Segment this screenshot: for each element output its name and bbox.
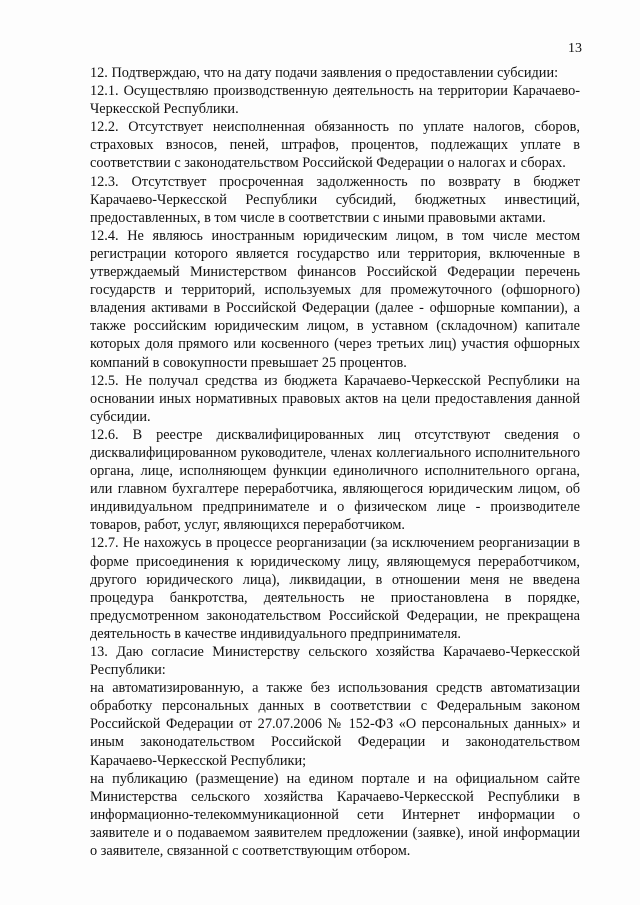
paragraph-12-6: 12.6. В реестре дисквалифицированных лиц отсутствуют сведения о дисквалифицированном руководителе, членах коллегиального исполнительного органа, лице, исполняющем функции единоличного исполнительного органа, или главном бухгалтере переработчика, являющегося юридическим лицом, об индивидуальном предпринимателе и о физическом лице - производителе товаров, работ, услуг, являющихся переработчиком. (90, 426, 580, 534)
document-body (90, 64, 580, 860)
paragraph-13-consent-publication: на публикацию (размещение) на едином портале и на официальном сайте Министерства сельского хозяйства Карачаево-Черкесской Республики в информационно-телекоммуникационной сети Интернет информации о заявителе и о подаваемом заявителем предложении (заявке), иной информации о заявителе, связанной с соответствующим отбором. (90, 770, 580, 860)
paragraph-13-consent-processing: на автоматизированную, а также без использования средств автоматизации обработку персональных данных в соответствии с Федеральным законом Российской Федерации от 27.07.2006 № 152-ФЗ «О персональных данных» и иным законодательством Российской Федерации и законодательством Карачаево-Черкесской Республики; (90, 680, 580, 769)
paragraph-13: 13. Даю согласие Министерству сельского хозяйства Карачаево-Черкесской Республики: (90, 644, 580, 679)
paragraph-12-3: 12.3. Отсутствует просроченная задолженность по возврату в бюджет Карачаево-Черкесской Республики субсидий, бюджетных инвестиций, предоставленных, в том числе в соответствии с иными правовыми актами. (90, 173, 580, 226)
page-number: 13 (568, 41, 582, 56)
paragraph-12-1: 12.1. Осуществляю производственную деятельность на территории Карачаево-Черкесской Республики. (90, 83, 580, 118)
paragraph-12: 12. Подтверждаю, что на дату подачи заявления о предоставлении субсидии: (90, 65, 559, 81)
paragraph-12-4: 12.4. Не являюсь иностранным юридическим лицом, в том числе местом регистрации которого является государство или территория, включенные в утверждаемый Министерством финансов Российской Федерации перечень государств и территорий, используемых для промежуточного (офшорного) владения активами в Российской Федерации (далее - офшорные компании), а также российским юридическим лицом, в уставном (складочном) капитале которых доля прямого или косвенного (через третьих лиц) участия офшорных компаний в совокупности превышает 25 процентов. (90, 227, 580, 371)
paragraph-12-7: 12.7. Не нахожусь в процессе реорганизации (за исключением реорганизации в форме присоединения к юридическому лицу, являющемуся переработчиком, другого юридического лица), ликвидации, в отношении меня не введена процедура банкротства, деятельность не приостановлена в порядке, предусмотренном законодательством Российской Федерации, не прекращена деятельность в качестве индивидуального предпринимателя. (90, 535, 580, 642)
paragraph-12-5: 12.5. Не получал средства из бюджета Карачаево-Черкесской Республики на основании иных нормативных правовых актов на цели предоставления данной субсидии. (90, 372, 580, 425)
paragraph-12-2: 12.2. Отсутствует неисполненная обязанность по уплате налогов, сборов, страховых взносов, пеней, штрафов, процентов, подлежащих уплате в соответствии с законодательством Российской Федерации о налогах и сборах. (90, 119, 580, 172)
